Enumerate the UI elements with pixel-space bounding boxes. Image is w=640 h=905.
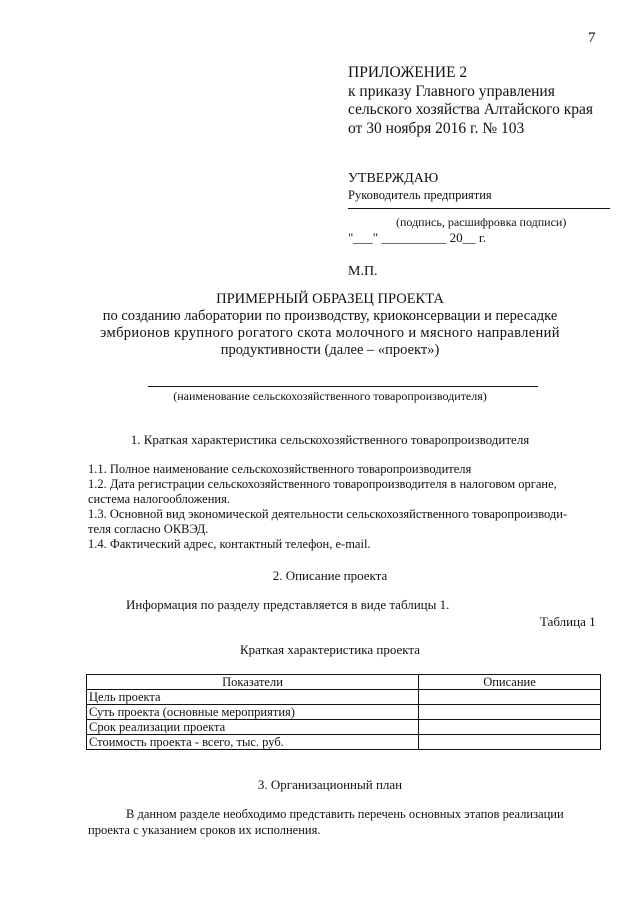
table-row bbox=[87, 720, 601, 735]
table-cell: Цель проекта bbox=[87, 690, 419, 705]
list-item: 1.1. Полное наименование сельскохозяйственного товаропроизводителя bbox=[88, 462, 472, 476]
table-cell: Стоимость проекта - всего, тыс. руб. bbox=[87, 735, 419, 750]
paragraph-line: В данном разделе необходимо представить перечень основных этапов реализации bbox=[126, 807, 564, 821]
list-item: система налогообложения. bbox=[88, 492, 230, 506]
appendix-line: сельского хозяйства Алтайского края bbox=[348, 101, 594, 118]
list-item: 1.3. Основной вид экономической деятельности сельскохозяйственного товаропроизводи- bbox=[88, 507, 568, 521]
project-table bbox=[86, 674, 601, 750]
list-item: 1.4. Фактический адрес, контактный телефон, e-mail. bbox=[88, 537, 371, 551]
section-2-info: Информация по разделу представляется в виде таблицы 1. bbox=[126, 597, 450, 612]
appendix-line: к приказу Главного управления bbox=[348, 82, 555, 100]
title-line: по созданию лаборатории по производству, криоконсервации и пересадке bbox=[102, 308, 558, 324]
appendix-date: от 30 ноября 2016 г. № 103 bbox=[348, 119, 525, 137]
table-cell: Срок реализации проекта bbox=[87, 720, 419, 735]
table-header: Описание bbox=[419, 675, 601, 690]
approval-block bbox=[348, 170, 492, 204]
title-line: эмбрионов крупного рогатого скота молочного и мясного направлений bbox=[100, 325, 560, 341]
table-cell: Суть проекта (основные мероприятия) bbox=[87, 705, 419, 720]
table-header: Показатели bbox=[87, 675, 419, 690]
page-number: 7 bbox=[588, 30, 596, 46]
signature-caption: (подпись, расшифровка подписи) bbox=[396, 215, 567, 229]
table-cell bbox=[419, 735, 601, 750]
appendix-block bbox=[348, 64, 593, 138]
approval-title: УТВЕРЖДАЮ bbox=[348, 171, 439, 186]
document-title bbox=[60, 291, 600, 359]
table-cell bbox=[419, 720, 601, 735]
title-line: продуктивности (далее – «проект») bbox=[220, 342, 440, 358]
section-1-heading: 1. Краткая характеристика сельскохозяйственного товаропроизводителя bbox=[130, 432, 530, 447]
list-item: 1.2. Дата регистрации сельскохозяйственного товаропроизводителя в налоговом органе, bbox=[88, 477, 557, 491]
list-item: теля согласно ОКВЭД. bbox=[88, 522, 209, 536]
table-row bbox=[87, 735, 601, 750]
seal-mark: М.П. bbox=[348, 264, 378, 279]
table-row bbox=[87, 705, 601, 720]
signature-line bbox=[348, 208, 610, 209]
table-row bbox=[87, 690, 601, 705]
approval-role: Руководитель предприятия bbox=[348, 188, 492, 202]
table-label: Таблица 1 bbox=[540, 614, 596, 629]
producer-name-caption: (наименование сельскохозяйственного товаропроизводителя) bbox=[173, 389, 487, 403]
section-3-text bbox=[88, 806, 600, 838]
table-cell bbox=[419, 690, 601, 705]
title-line: ПРИМЕРНЫЙ ОБРАЗЕЦ ПРОЕКТА bbox=[216, 291, 444, 307]
table-cell bbox=[419, 705, 601, 720]
table-caption: Краткая характеристика проекта bbox=[239, 642, 420, 657]
paragraph-line: проекта с указанием сроков их исполнения. bbox=[88, 823, 321, 837]
appendix-title: ПРИЛОЖЕНИЕ 2 bbox=[348, 64, 468, 81]
section-1-items bbox=[88, 462, 600, 552]
approval-date-line: "___" __________ 20__ г. bbox=[348, 230, 486, 245]
table-header-row bbox=[87, 675, 601, 690]
section-2-heading: 2. Описание проекта bbox=[272, 568, 388, 583]
section-3-heading: 3. Организационный план bbox=[257, 777, 403, 792]
producer-name-line bbox=[148, 386, 538, 387]
